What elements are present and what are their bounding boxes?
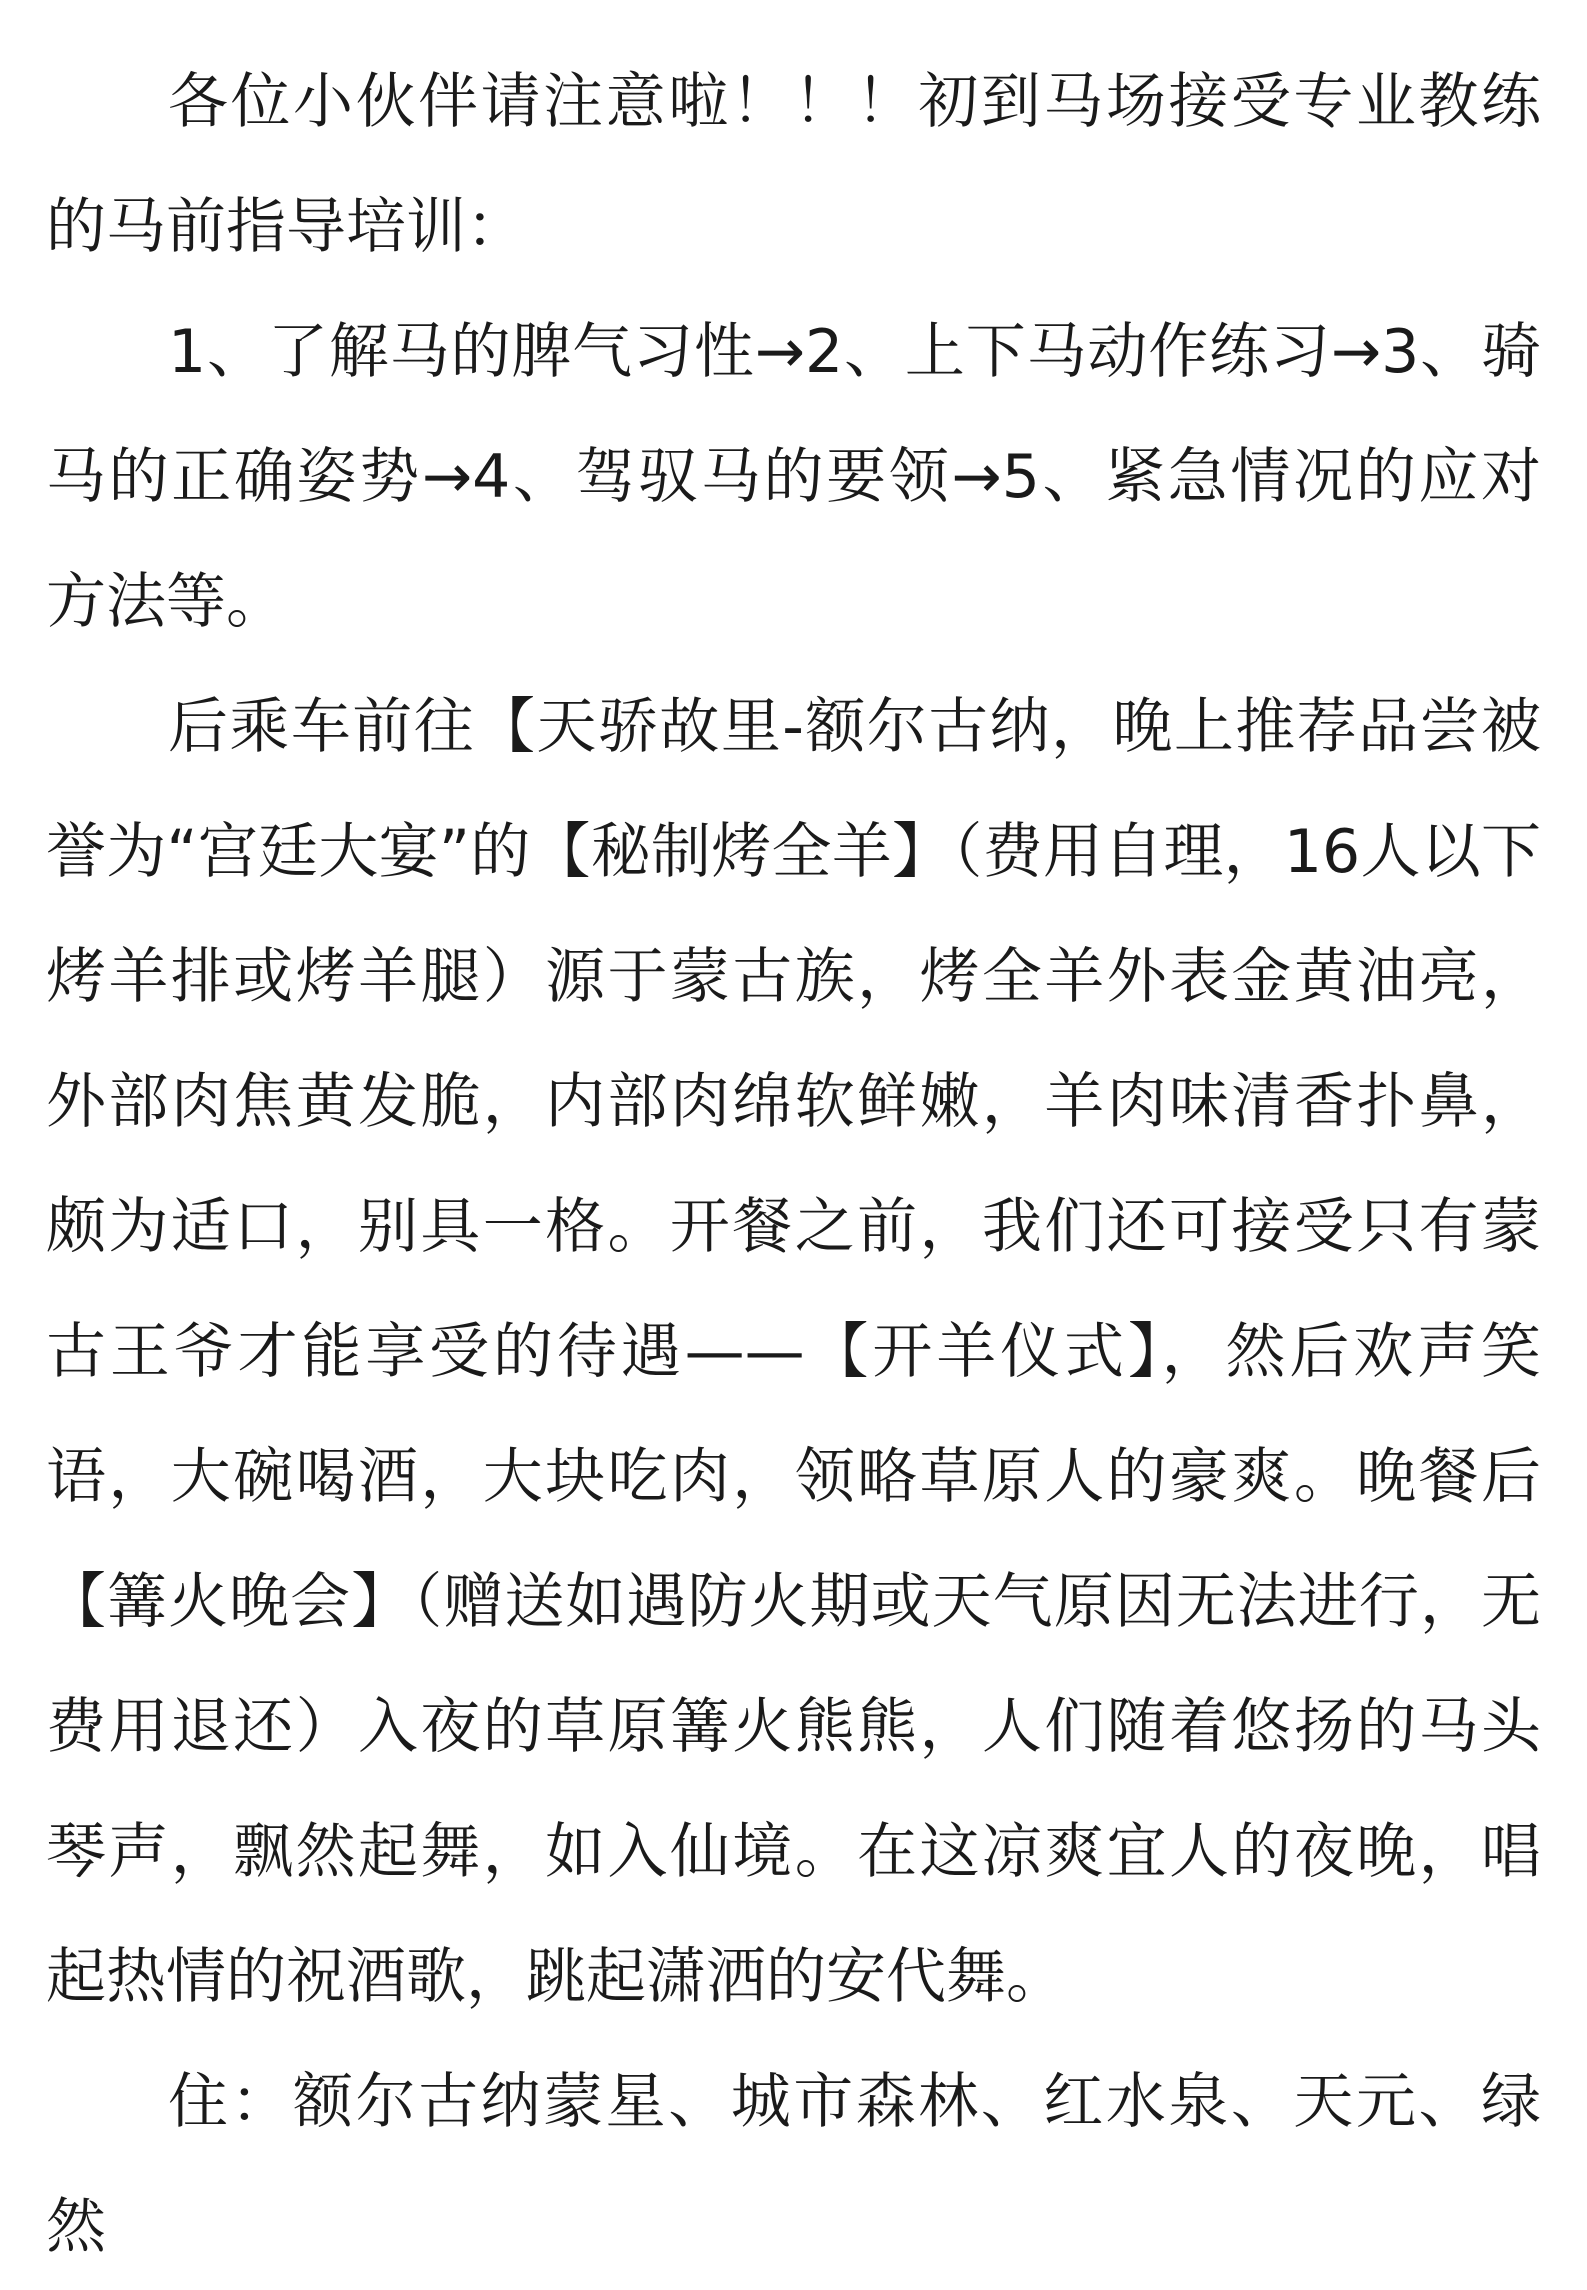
accommodation-paragraph: 住：额尔古纳蒙星、城市森林、红水泉、天元、绿然 xyxy=(46,2067,1541,2262)
notice-paragraph: 各位小伙伴请注意啦！！！初到马场接受专业教练的马前指导培训： xyxy=(46,67,1541,262)
itinerary-paragraph: 后乘车前往【天骄故里-额尔古纳，晚上推荐品尝被誉为“宫廷大宴”的【秘制烤全羊】（费用自理，16人以下烤羊排或烤羊腿）源于蒙古族，烤全羊外表金黄油亮，外部肉焦黄发脆，内部肉绵软鲜嫩，羊肉味清香扑鼻，颇为适口，别具一格。开餐之前，我们还可接受只有蒙古王爷才能享受的待遇——【开羊仪式】，然后欢声笑语，大碗喝酒，大块吃肉，领略草原人的豪爽。晚餐后【篝火晚会】（赠送如遇防火期或天气原因无法进行，无费用退还）入夜的草原篝火熊熊，人们随着悠扬的马头琴声，飘然起舞，如入仙境。在这凉爽宜人的夜晚，唱起热情的祝酒歌，跳起潇洒的安代舞。 xyxy=(46,692,1541,2012)
training-steps-paragraph: 1、了解马的脾气习性→2、上下马动作练习→3、骑马的正确姿势→4、驾驭马的要领→5、紧急情况的应对方法等。 xyxy=(46,317,1541,637)
